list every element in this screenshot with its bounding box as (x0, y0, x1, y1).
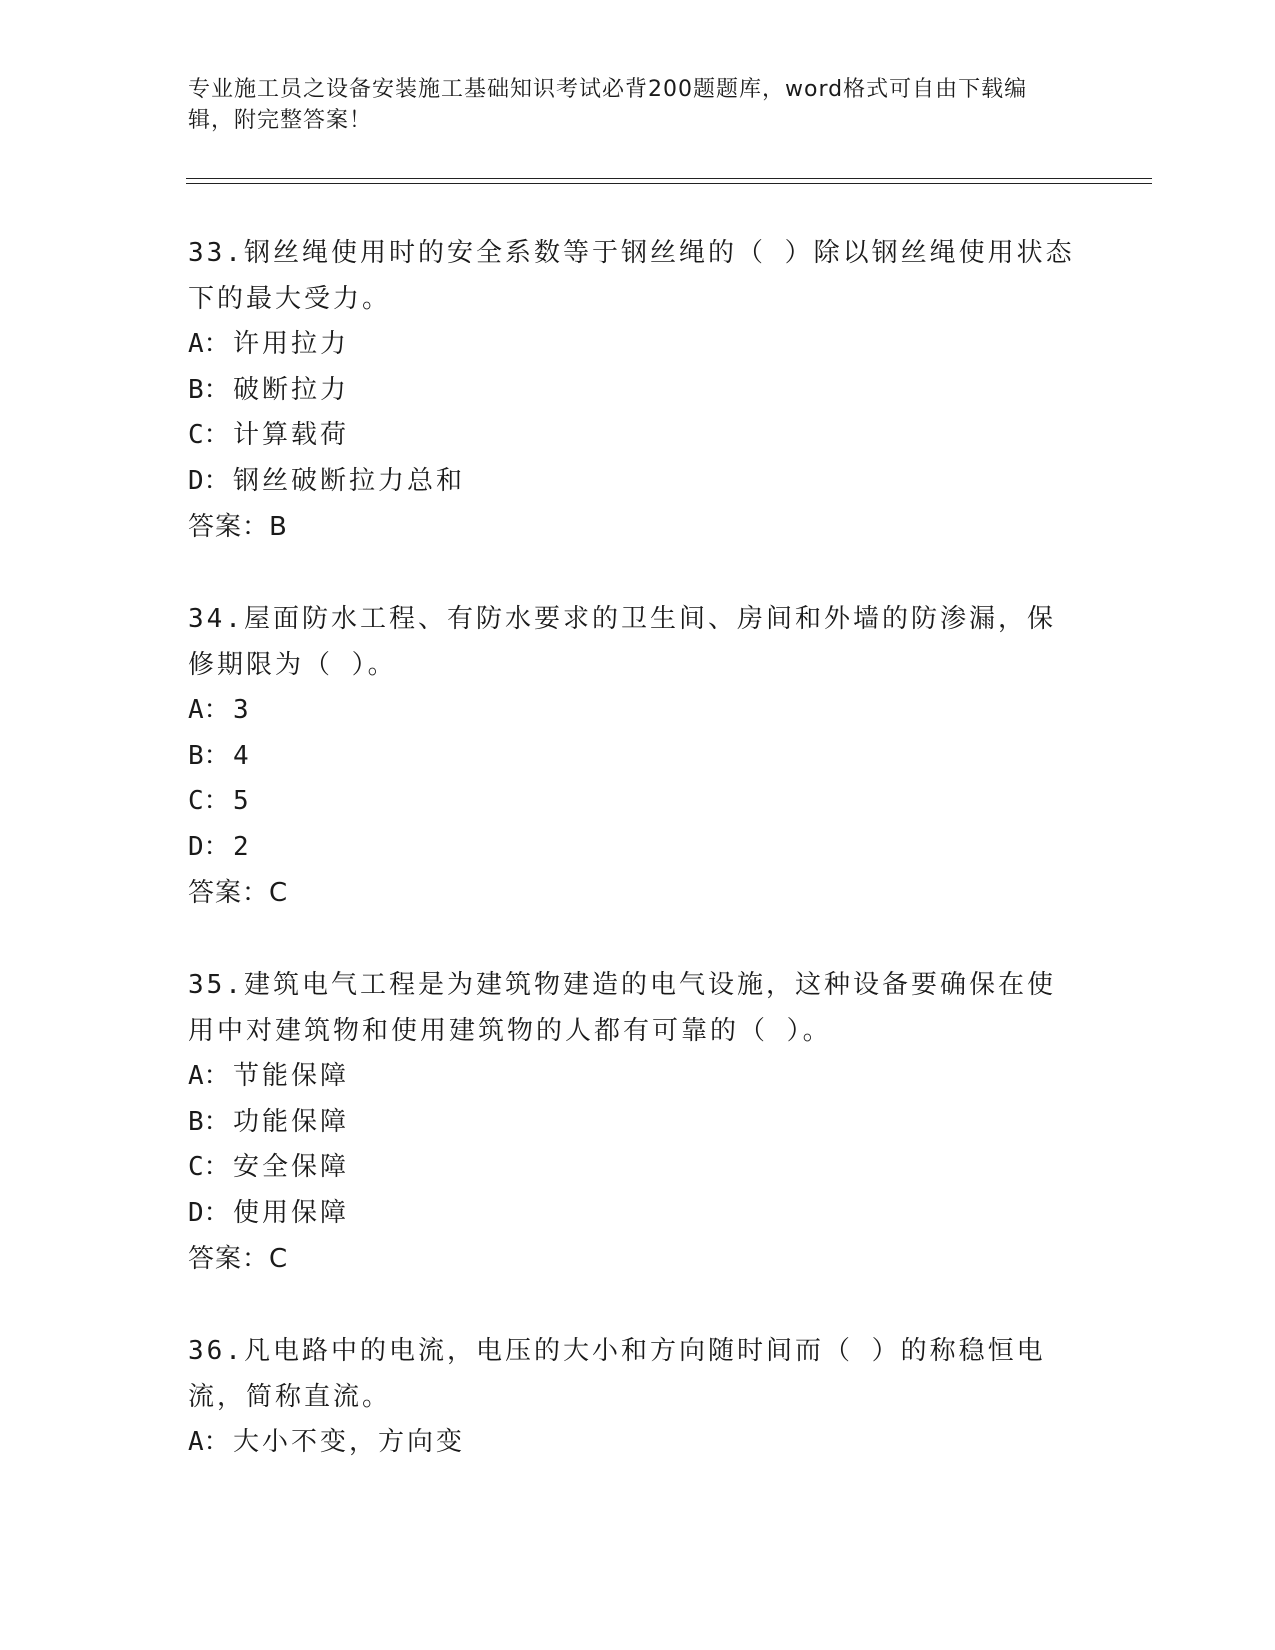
option-key: A： (188, 1061, 230, 1091)
option-c (188, 779, 1078, 825)
answer-value: C (269, 878, 289, 908)
question-35 (188, 962, 1078, 1282)
option-text: 4 (233, 740, 252, 771)
answer-line (188, 870, 1078, 916)
option-text: 钢丝破断拉力总和 (233, 465, 466, 496)
option-text: 5 (233, 786, 252, 816)
option-d (188, 459, 1078, 505)
option-a (188, 1420, 1078, 1466)
answer-label: 答案： (188, 1244, 270, 1274)
option-text: 使用保障 (233, 1197, 350, 1228)
question-34 (188, 596, 1078, 916)
answer-line (188, 504, 1078, 550)
question-33 (188, 230, 1078, 550)
option-text: 安全保障 (233, 1152, 350, 1182)
option-key: A： (188, 1427, 230, 1457)
option-key: B： (188, 1106, 230, 1137)
option-text: 许用拉力 (233, 329, 350, 359)
option-c (188, 413, 1078, 459)
option-key: C： (188, 1152, 230, 1182)
question-stem: 33.钢丝绳使用时的安全系数等于钢丝绳的（ ）除以钢丝绳使用状态下的最大受力。 (188, 238, 1075, 314)
answer-label: 答案： (188, 878, 270, 908)
option-a (188, 688, 1078, 734)
option-text: 破断拉力 (233, 374, 350, 405)
option-b (188, 368, 1078, 414)
option-d (188, 825, 1078, 871)
answer-value: B (269, 512, 288, 542)
option-text: 计算载荷 (233, 420, 350, 450)
option-a (188, 1054, 1078, 1100)
option-key: A： (188, 695, 230, 725)
option-text: 3 (233, 695, 252, 725)
option-text: 大小不变，方向变 (233, 1427, 466, 1457)
option-key: B： (188, 740, 230, 771)
option-key: D： (188, 831, 230, 862)
option-key: D： (188, 465, 230, 496)
option-key: B： (188, 374, 230, 405)
answer-line (188, 1236, 1078, 1282)
document-intro: 专业施工员之设备安装施工基础知识考试必背200题题库，word格式可自由下载编辑，附完整答案！ (188, 77, 1028, 133)
option-key: D： (188, 1197, 230, 1228)
option-key: A： (188, 329, 230, 359)
option-c (188, 1145, 1078, 1191)
question-stem: 35.建筑电气工程是为建筑物建造的电气设施，这种设备要确保在使用中对建筑物和使用建筑物的人都有可靠的（ ）。 (188, 970, 1056, 1046)
option-key: C： (188, 420, 230, 450)
question-36 (188, 1328, 1078, 1466)
question-stem: 36.凡电路中的电流，电压的大小和方向随时间而（ ）的称稳恒电流，简称直流。 (188, 1336, 1046, 1412)
header-divider-bottom (186, 183, 1152, 184)
answer-label: 答案： (188, 512, 270, 542)
option-d (188, 1191, 1078, 1237)
option-b (188, 1100, 1078, 1146)
option-text: 2 (233, 831, 252, 862)
answer-value: C (269, 1244, 289, 1274)
option-a (188, 322, 1078, 368)
option-key: C： (188, 786, 230, 816)
question-stem: 34.屋面防水工程、有防水要求的卫生间、房间和外墙的防渗漏，保修期限为（ ）。 (188, 604, 1056, 680)
header-divider-top (186, 178, 1152, 179)
option-b (188, 734, 1078, 780)
option-text: 节能保障 (233, 1061, 350, 1091)
option-text: 功能保障 (233, 1106, 350, 1137)
